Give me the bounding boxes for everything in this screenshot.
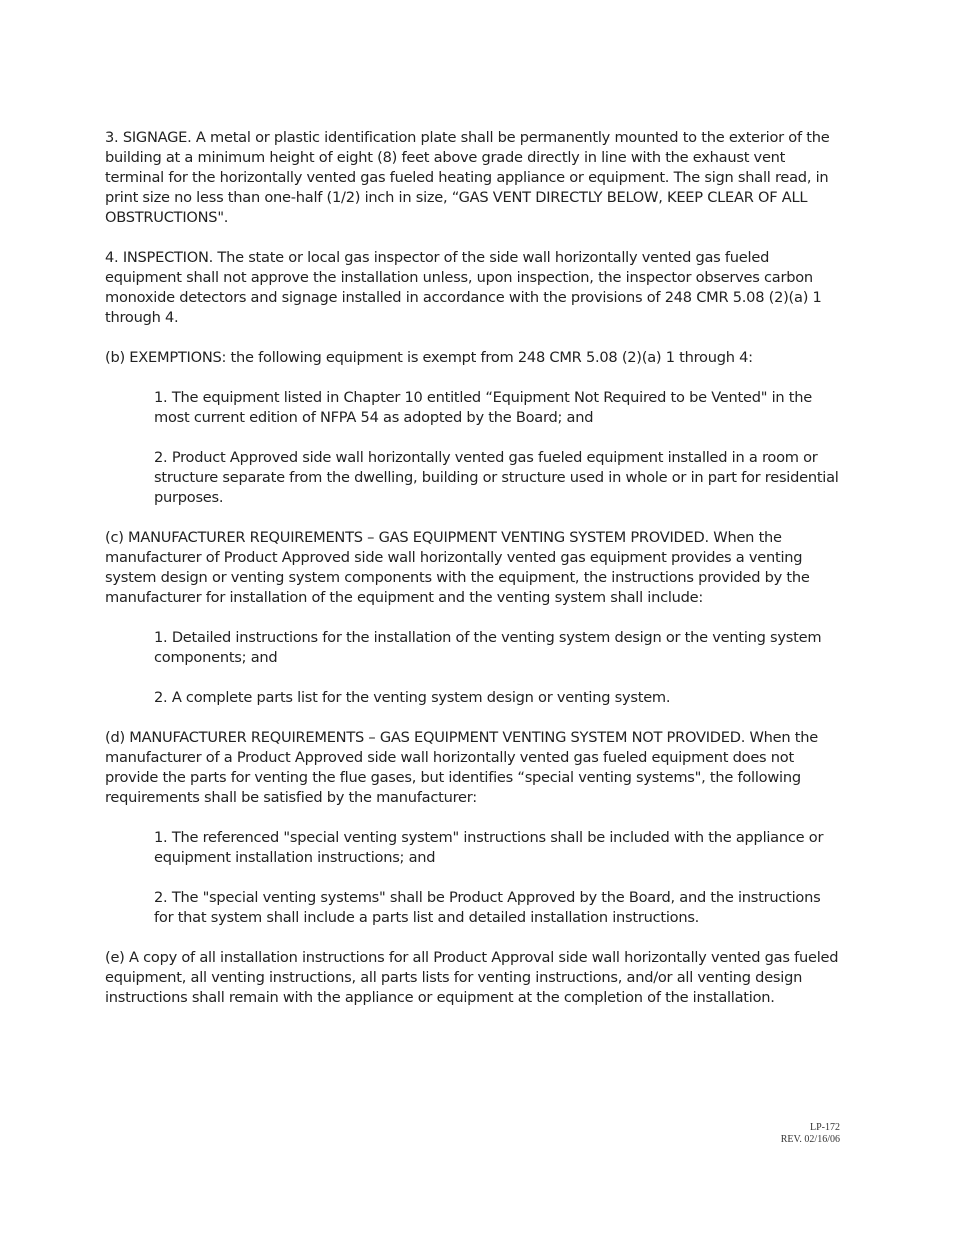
paragraph-copy-instructions: (e) A copy of all installation instructions for all Product Approval side wall horizontally vented gas fueled equipment, all venting instructions, all parts lists for venting instructions, and/or all venting design instructions shall remain with the appliance or equipment at the completion of the installation. [105, 949, 839, 1006]
paragraph-exemptions: (b) EXEMPTIONS: the following equipment is exempt from 248 CMR 5.08 (2)(a) 1 through 4: [105, 349, 753, 366]
paragraph-exemptions-item-2: 2. Product Approved side wall horizontally vented gas fueled equipment installed in a room or structure separate from the dwelling, building or structure used in whole or in part for residential purposes. [154, 449, 839, 506]
revision-date: REV. 02/16/06 [780, 1134, 840, 1145]
paragraph-manufacturer-not-provided-item-1: 1. The referenced "special venting system" instructions shall be included with the appliance or equipment installation instructions; and [154, 829, 824, 866]
document-body [105, 128, 843, 1028]
paragraph-manufacturer-provided-item-2: 2. A complete parts list for the venting system design or venting system. [154, 689, 671, 706]
paragraph-manufacturer-not-provided: (d) MANUFACTURER REQUIREMENTS – GAS EQUIPMENT VENTING SYSTEM NOT PROVIDED. When the manufacturer of a Product Approved side wall horizontally vented gas fueled equipment does not provide the parts for venting the flue gases, but identifies “special venting systems", the following requirements shall be satisfied by the manufacturer: [105, 729, 818, 806]
paragraph-exemptions-item-1: 1. The equipment listed in Chapter 10 entitled “Equipment Not Required to be Vented" in the most current edition of NFPA 54 as adopted by the Board; and [154, 389, 812, 426]
form-number: LP-172 [810, 1122, 840, 1133]
paragraph-manufacturer-not-provided-item-2: 2. The "special venting systems" shall be Product Approved by the Board, and the instructions for that system shall include a parts list and detailed installation instructions. [154, 889, 821, 926]
paragraph-manufacturer-provided-item-1: 1. Detailed instructions for the installation of the venting system design or the venting system components; and [154, 629, 822, 666]
page-footer [781, 1122, 840, 1146]
paragraph-inspection: 4. INSPECTION. The state or local gas inspector of the side wall horizontally vented gas fueled equipment shall not approve the installation unless, upon inspection, the inspector observes carbon monoxide detectors and signage installed in accordance with the provisions of 248 CMR 5.08 (2)(a) 1 through 4. [105, 249, 822, 326]
paragraph-signage: 3. SIGNAGE. A metal or plastic identification plate shall be permanently mounted to the exterior of the building at a minimum height of eight (8) feet above grade directly in line with the exhaust vent terminal for the horizontally vented gas fueled heating appliance or equipment. The sign shall read, in print size no less than one-half (1/2) inch in size, “GAS VENT DIRECTLY BELOW, KEEP CLEAR OF ALL OBSTRUCTIONS". [105, 129, 830, 226]
paragraph-manufacturer-provided: (c) MANUFACTURER REQUIREMENTS – GAS EQUIPMENT VENTING SYSTEM PROVIDED. When the manufacturer of Product Approved side wall horizontally vented gas equipment provides a venting system design or venting system components with the equipment, the instructions provided by the manufacturer for installation of the equipment and the venting system shall include: [105, 529, 810, 606]
